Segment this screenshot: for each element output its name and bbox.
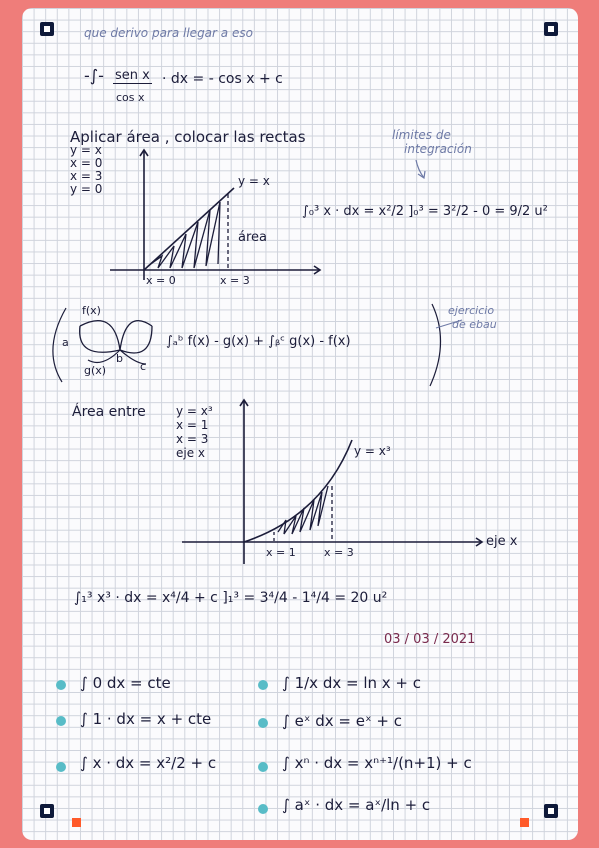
section1-integral: ∫₀³ x · dx = x²/2 ]₀³ = 3²/2 - 0 = 9/2 u²: [302, 204, 548, 219]
rule-left: ∫ x · dx = x²/2 + c: [80, 754, 217, 772]
formula-denominator: cos x: [116, 91, 145, 104]
bullet-icon: [56, 762, 66, 772]
header-note: que derivo para llegar a eso: [84, 26, 253, 40]
b-label: b: [116, 352, 123, 365]
bullet-icon: [56, 716, 66, 726]
section1-condition: x = 0: [70, 156, 103, 170]
section1-title: Aplicar área , colocar las rectas: [70, 128, 306, 146]
formula-numerator: sen x: [115, 68, 150, 83]
graph2-x3-label: x = 3: [324, 546, 354, 559]
formula-rest: · dx = - cos x + c: [162, 71, 283, 87]
rule-right: ∫ aˣ · dx = aˣ/ln + c: [282, 796, 431, 814]
bullet-icon: [258, 680, 268, 690]
limits-note: integración: [404, 142, 472, 156]
section3-condition: x = 3: [176, 432, 209, 446]
section3-integral: ∫₁³ x³ · dx = x⁴/4 + c ]₁³ = 3⁴/4 - 1⁴/4 = 20 u²: [74, 590, 388, 606]
bullet-icon: [258, 718, 268, 728]
graph2-x1-label: x = 1: [266, 546, 296, 559]
notebook-page: [22, 8, 578, 840]
bullet-icon: [258, 762, 268, 772]
limits-note: límites de: [392, 128, 451, 142]
c-label: c: [140, 360, 147, 373]
bullet-icon: [258, 804, 268, 814]
rule-right: ∫ 1/x dx = ln x + c: [282, 674, 421, 692]
rule-left: ∫ 1 · dx = x + cte: [80, 710, 212, 728]
ebau-note: ejercicio: [448, 304, 495, 317]
section1-condition: y = 0: [70, 182, 103, 196]
section3-condition: eje x: [176, 446, 206, 460]
section3-title: Área entre: [72, 404, 146, 420]
ebau-note: de ebau: [452, 318, 497, 331]
rule-right: ∫ eˣ dx = eˣ + c: [282, 712, 402, 730]
date-text: 03 / 03 / 2021: [384, 632, 476, 647]
graph1-area-label: área: [238, 230, 267, 245]
g-label: g(x): [84, 364, 107, 377]
a-label: a: [62, 336, 69, 349]
section3-condition: y = x³: [176, 404, 213, 418]
formula-prefix: -∫-: [84, 66, 104, 85]
graph1-line-label: y = x: [238, 174, 270, 188]
graph2-curve-label: y = x³: [354, 444, 391, 458]
section1-condition: y = x: [70, 143, 102, 157]
section3-condition: x = 1: [176, 418, 209, 432]
f-label: f(x): [82, 304, 101, 317]
graph1-x0-label: x = 0: [146, 274, 176, 287]
bullet-icon: [56, 680, 66, 690]
rule-right: ∫ xⁿ · dx = xⁿ⁺¹/(n+1) + c: [282, 754, 472, 772]
graph1-x3-label: x = 3: [220, 274, 250, 287]
section1-condition: x = 3: [70, 169, 103, 183]
graph2-axis-label: eje x: [486, 534, 518, 549]
section2-formula: ∫ₐᵇ f(x) - g(x) + ∫ᵦᶜ g(x) - f(x): [166, 334, 351, 349]
rule-left: ∫ 0 dx = cte: [80, 674, 171, 692]
